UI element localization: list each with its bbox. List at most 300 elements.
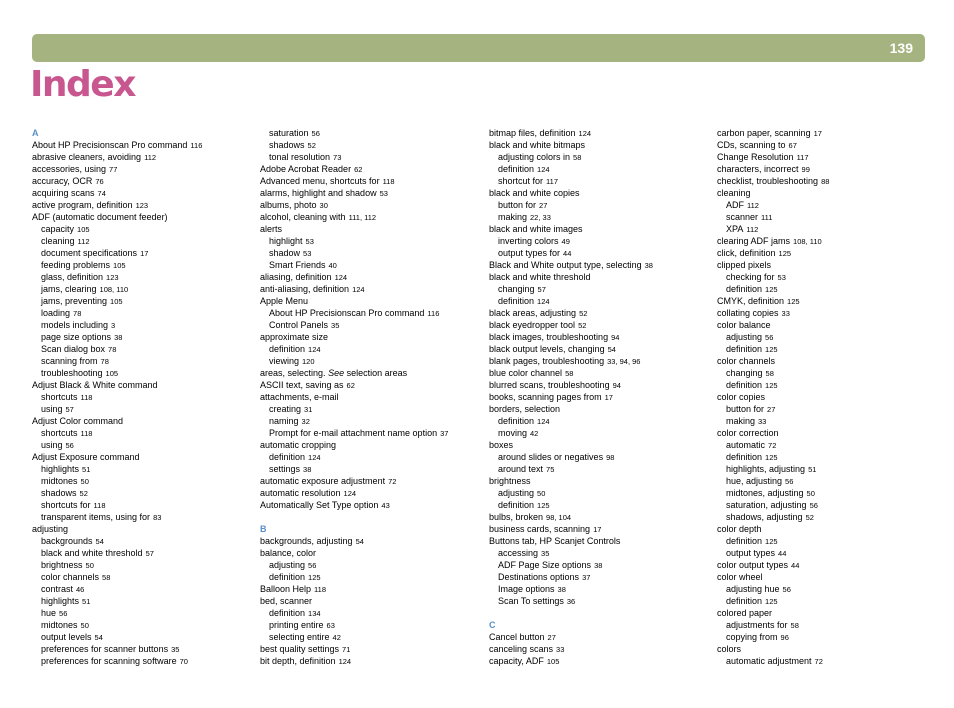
entry-term: black and white threshold — [41, 548, 143, 558]
index-entry — [489, 127, 711, 139]
entry-term: areas, selecting. — [260, 368, 326, 378]
page-reference[interactable]: 49 — [561, 237, 570, 246]
page-reference[interactable]: 73 — [333, 153, 342, 162]
page-reference[interactable]: 52 — [579, 309, 588, 318]
page-reference[interactable]: 124 — [537, 297, 550, 306]
index-entry — [717, 607, 939, 619]
page-reference[interactable]: 116 — [190, 141, 203, 150]
page-reference[interactable]: 44 — [563, 249, 572, 258]
index-entry — [260, 223, 482, 235]
entry-term: definition — [726, 284, 763, 294]
entry-term: Balloon Help — [260, 584, 312, 594]
entry-term: backgrounds, adjusting — [260, 536, 353, 546]
page-reference[interactable]: 111 — [761, 213, 773, 222]
entry-term: Smart Friends — [269, 260, 326, 270]
entry-term: changing — [498, 284, 535, 294]
index-subentry — [717, 223, 939, 235]
page-reference[interactable]: 35 — [171, 645, 180, 654]
index-subentry — [489, 199, 711, 211]
page-reference[interactable]: 51 — [82, 465, 91, 474]
page-reference[interactable]: 75 — [546, 465, 555, 474]
entry-term: accessing — [498, 548, 539, 558]
entry-term: canceling scans — [489, 644, 554, 654]
index-entry — [717, 307, 939, 319]
index-entry — [717, 427, 939, 439]
entry-term: attachments, e-mail — [260, 392, 339, 402]
entry-term: definition — [269, 452, 306, 462]
index-subentry — [260, 247, 482, 259]
page-reference[interactable]: 124 — [537, 417, 550, 426]
entry-term: adjusting — [32, 524, 69, 534]
entry-term: colors — [717, 644, 742, 654]
index-entry — [260, 547, 482, 559]
page-reference[interactable]: 58 — [790, 621, 799, 630]
page-reference[interactable]: 118 — [80, 393, 93, 402]
index-subentry — [32, 571, 254, 583]
page-reference[interactable]: 57 — [537, 285, 546, 294]
page-reference[interactable]: 70 — [179, 657, 188, 666]
page-reference[interactable]: 124 — [338, 657, 352, 666]
index-subentry — [260, 319, 482, 331]
entry-term: Cancel button — [489, 632, 545, 642]
page-reference[interactable]: 63 — [326, 621, 335, 630]
index-column-3 — [489, 127, 711, 667]
entry-term: color output types — [717, 560, 789, 570]
page-reference[interactable]: 52 — [805, 513, 814, 522]
page-reference[interactable]: 117 — [546, 177, 558, 186]
page-reference[interactable]: 52 — [307, 141, 316, 150]
page-reference[interactable]: 72 — [388, 477, 397, 486]
page-reference[interactable]: 112 — [144, 153, 157, 162]
entry-term: adjusting — [269, 560, 306, 570]
index-subentry — [489, 415, 711, 427]
page-reference[interactable]: 33 — [758, 417, 767, 426]
page-reference[interactable]: 57 — [65, 405, 74, 414]
page-reference[interactable]: 27 — [767, 405, 776, 414]
entry-term: About HP Precisionscan Pro command — [32, 140, 188, 150]
index-entry — [489, 367, 711, 379]
index-subentry — [32, 439, 254, 451]
index-subentry — [260, 307, 482, 319]
index-entry — [717, 559, 939, 571]
entry-term: accessories, using — [32, 164, 107, 174]
index-subentry — [717, 535, 939, 547]
page-reference[interactable]: 50 — [806, 489, 815, 498]
page-reference[interactable]: 32 — [301, 417, 310, 426]
index-subentry — [717, 271, 939, 283]
entry-term: adjustments for — [726, 620, 788, 630]
section-letter: B — [260, 524, 267, 534]
page-reference[interactable]: 44 — [778, 549, 787, 558]
entry-term: color wheel — [717, 572, 763, 582]
section-letter: C — [489, 620, 496, 630]
page-reference[interactable]: 38 — [644, 261, 653, 270]
page-reference[interactable]: 53 — [777, 273, 786, 282]
index-subentry — [260, 259, 482, 271]
page-reference[interactable]: 54 — [94, 633, 103, 642]
page-reference[interactable]: 118 — [80, 429, 93, 438]
entry-term: black and white threshold — [489, 272, 591, 282]
page-reference[interactable]: 42 — [332, 633, 341, 642]
index-entry — [717, 319, 939, 331]
entry-term: contrast — [41, 584, 74, 594]
page-reference[interactable]: 30 — [319, 201, 328, 210]
entry-term: definition — [498, 296, 535, 306]
index-entry — [32, 175, 254, 187]
index-subentry — [717, 367, 939, 379]
page-reference[interactable]: 31 — [304, 405, 313, 414]
index-entry — [32, 151, 254, 163]
entry-term: capacity — [41, 224, 75, 234]
entry-term: viewing — [269, 356, 300, 366]
index-subentry — [260, 415, 482, 427]
index-subentry — [717, 631, 939, 643]
page-reference[interactable]: 134 — [308, 609, 321, 618]
page-reference[interactable]: 108, 110 — [793, 237, 822, 246]
section-spacer — [260, 511, 482, 523]
entry-term: color depth — [717, 524, 762, 534]
page-reference[interactable]: 124 — [537, 165, 550, 174]
page-reference[interactable]: 56 — [308, 561, 317, 570]
page-reference[interactable]: 94 — [611, 333, 620, 342]
page-reference[interactable]: 124 — [578, 129, 592, 138]
page-reference[interactable]: 36 — [566, 597, 576, 606]
entry-term: definition — [726, 536, 763, 546]
page-reference[interactable]: 105 — [110, 297, 123, 306]
page-reference[interactable]: 78 — [73, 309, 82, 318]
entry-term: output levels — [41, 632, 92, 642]
index-subentry — [717, 403, 939, 415]
entry-term: blue color channel — [489, 368, 563, 378]
page-reference[interactable]: 72 — [768, 441, 777, 450]
page-reference[interactable]: 125 — [537, 501, 550, 510]
page-reference[interactable]: 112 — [77, 237, 90, 246]
page-reference[interactable]: 118 — [382, 177, 395, 186]
page-reference[interactable]: 98, 104 — [546, 513, 572, 522]
index-subentry — [32, 295, 254, 307]
entry-term: colored paper — [717, 608, 773, 618]
page-reference[interactable]: 118 — [314, 585, 327, 594]
page-reference[interactable]: 125 — [765, 597, 778, 606]
page-reference[interactable]: 125 — [765, 345, 778, 354]
page-reference[interactable]: 37 — [440, 429, 449, 438]
page-reference[interactable]: 58 — [573, 153, 582, 162]
entry-term: CDs, scanning to — [717, 140, 786, 150]
entry-term: Apple Menu — [260, 296, 309, 306]
page-reference[interactable]: 58 — [102, 573, 111, 582]
entry-term: moving — [498, 428, 528, 438]
page-reference[interactable]: 38 — [557, 585, 566, 594]
entry-term: color balance — [717, 320, 771, 330]
page-reference[interactable]: 105 — [113, 261, 126, 270]
page-reference[interactable]: 17 — [593, 525, 602, 534]
entry-term: automatic cropping — [260, 440, 337, 450]
entry-term: business cards, scanning — [489, 524, 591, 534]
index-subentry — [32, 319, 254, 331]
index-subentry — [489, 547, 711, 559]
page-reference[interactable]: 54 — [355, 537, 364, 546]
entry-term: copying from — [726, 632, 778, 642]
page-reference[interactable]: 78 — [108, 345, 117, 354]
entry-term: blank pages, troubleshooting — [489, 356, 605, 366]
page-reference[interactable]: 33, 94, 96 — [607, 357, 641, 366]
entry-term: bed, scanner — [260, 596, 313, 606]
index-entry — [489, 307, 711, 319]
page-reference[interactable]: 38 — [594, 561, 603, 570]
page-reference[interactable]: 56 — [59, 609, 68, 618]
page-reference[interactable]: 58 — [565, 369, 574, 378]
index-subentry — [717, 487, 939, 499]
entry-term: highlights — [41, 464, 80, 474]
page-reference[interactable]: 52 — [578, 321, 587, 330]
index-subentry — [717, 211, 939, 223]
page-title: Index — [30, 64, 135, 105]
entry-term: shadows — [41, 488, 77, 498]
section-letter: A — [32, 128, 39, 138]
entry-term: Automatically Set Type option — [260, 500, 379, 510]
page-reference[interactable]: 125 — [778, 249, 792, 258]
entry-term: bulbs, broken — [489, 512, 544, 522]
page-reference[interactable]: 3 — [111, 321, 116, 330]
entry-term: color channels — [41, 572, 100, 582]
entry-term: black areas, adjusting — [489, 308, 577, 318]
entry-term: settings — [269, 464, 301, 474]
page-reference[interactable]: 53 — [379, 189, 388, 198]
entry-term: jams, preventing — [41, 296, 108, 306]
page-reference[interactable]: 124 — [334, 273, 348, 282]
entry-term: collating copies — [717, 308, 779, 318]
index-subentry — [489, 595, 711, 607]
page-reference[interactable]: 52 — [79, 489, 88, 498]
index-entry — [489, 631, 711, 643]
entry-term: button for — [726, 404, 765, 414]
page-reference[interactable]: 42 — [530, 429, 539, 438]
page-reference[interactable]: 43 — [381, 501, 390, 510]
index-entry — [489, 403, 711, 415]
page-reference[interactable]: 50 — [537, 489, 546, 498]
page-reference[interactable]: 27 — [547, 633, 556, 642]
page-reference[interactable]: 105 — [105, 369, 119, 378]
entry-term: adjusting hue — [726, 584, 780, 594]
page-reference[interactable]: 40 — [328, 261, 337, 270]
entry-term: automatic exposure adjustment — [260, 476, 386, 486]
page-reference[interactable]: 117 — [796, 153, 809, 162]
page-reference[interactable]: 96 — [780, 633, 789, 642]
page-reference[interactable]: 54 — [607, 345, 616, 354]
index-entry — [717, 571, 939, 583]
page-reference[interactable]: 38 — [114, 333, 123, 342]
entry-term: ADF (automatic document feeder) — [32, 212, 168, 222]
entry-term: carbon paper, scanning — [717, 128, 811, 138]
entry-term: borders, selection — [489, 404, 561, 414]
page-reference[interactable]: 77 — [109, 165, 118, 174]
entry-term: making — [498, 212, 528, 222]
page-reference[interactable]: 27 — [539, 201, 548, 210]
entry-term: automatic adjustment — [726, 656, 812, 666]
index-entry — [260, 379, 482, 391]
entry-term: scanning from — [41, 356, 98, 366]
entry-term: automatic — [726, 440, 766, 450]
entry-term: around text — [498, 464, 544, 474]
page-reference[interactable]: 125 — [765, 453, 778, 462]
index-subentry — [32, 235, 254, 247]
page-reference[interactable]: 56 — [65, 441, 74, 450]
entry-term: troubleshooting — [41, 368, 103, 378]
page-reference[interactable]: 124 — [308, 345, 321, 354]
index-subentry — [489, 151, 711, 163]
entry-term: using — [41, 404, 63, 414]
page-reference[interactable]: 56 — [782, 585, 791, 594]
entry-term: definition — [498, 416, 535, 426]
entry-term: adjusting colors in — [498, 152, 571, 162]
index-entry — [260, 595, 482, 607]
page-reference[interactable]: 112 — [746, 225, 759, 234]
page-reference[interactable]: 58 — [765, 369, 774, 378]
index-subentry — [717, 463, 939, 475]
entry-term: definition — [498, 164, 535, 174]
index-entry — [260, 199, 482, 211]
index-entry — [489, 271, 711, 283]
index-subentry — [32, 223, 254, 235]
index-subentry — [32, 331, 254, 343]
page-reference[interactable]: 56 — [809, 501, 818, 510]
entry-term: creating — [269, 404, 302, 414]
page-reference[interactable]: 124 — [352, 285, 365, 294]
page-reference[interactable]: 51 — [808, 465, 817, 474]
index-subentry — [489, 571, 711, 583]
page-reference[interactable]: 17 — [140, 249, 149, 258]
entry-term: Adobe Acrobat Reader — [260, 164, 352, 174]
page-reference[interactable]: 124 — [343, 489, 357, 498]
index-subentry — [489, 487, 711, 499]
page-reference[interactable]: 78 — [100, 357, 109, 366]
index-subentry — [32, 583, 254, 595]
entry-term: alerts — [260, 224, 283, 234]
page-reference[interactable]: 56 — [765, 333, 774, 342]
page-reference[interactable]: 17 — [604, 393, 613, 402]
entry-term: preferences for scanning software — [41, 656, 177, 666]
page-reference[interactable]: 123 — [106, 273, 119, 282]
page-reference[interactable]: 124 — [308, 453, 321, 462]
page-reference[interactable]: 72 — [814, 657, 823, 666]
page-reference[interactable]: 125 — [765, 285, 778, 294]
page-reference[interactable]: 99 — [801, 165, 810, 174]
page-reference[interactable]: 125 — [765, 381, 778, 390]
index-subentry — [32, 499, 254, 511]
page-reference[interactable]: 67 — [788, 141, 797, 150]
entry-term: page size options — [41, 332, 112, 342]
page-reference[interactable]: 44 — [791, 561, 800, 570]
page-reference[interactable]: 46 — [76, 585, 85, 594]
page-reference[interactable]: 98 — [606, 453, 615, 462]
page-reference[interactable]: 62 — [354, 165, 363, 174]
page-reference[interactable]: 35 — [331, 321, 340, 330]
page-reference[interactable]: 50 — [80, 477, 89, 486]
index-entry — [260, 283, 482, 295]
index-entry — [260, 163, 482, 175]
index-entry — [32, 163, 254, 175]
page-reference[interactable]: 56 — [311, 129, 320, 138]
page-reference[interactable]: 37 — [582, 573, 591, 582]
entry-term: capacity, ADF — [489, 656, 544, 666]
page-reference[interactable]: 108, 110 — [99, 285, 129, 294]
page-reference[interactable]: 50 — [80, 621, 89, 630]
page-reference[interactable]: 118 — [93, 501, 106, 510]
page-reference[interactable]: 62 — [346, 381, 355, 390]
page-reference[interactable]: 76 — [95, 177, 104, 186]
entry-term: hue, adjusting — [726, 476, 783, 486]
page-reference[interactable]: 125 — [787, 297, 800, 306]
page-reference[interactable]: 116 — [427, 309, 440, 318]
page-reference[interactable]: 125 — [308, 573, 321, 582]
index-subentry — [32, 427, 254, 439]
page-reference[interactable]: 111, 112 — [348, 213, 377, 222]
index-subentry — [32, 367, 254, 379]
page-reference[interactable]: 56 — [785, 477, 794, 486]
page-reference[interactable]: 112 — [747, 201, 759, 210]
page-reference[interactable]: 38 — [303, 465, 312, 474]
index-entry — [489, 511, 711, 523]
page-reference[interactable]: 120 — [302, 357, 315, 366]
index-entry — [489, 223, 711, 235]
page-reference[interactable]: 83 — [153, 513, 162, 522]
page-reference[interactable]: 74 — [97, 189, 106, 198]
see-target: selection areas — [344, 368, 408, 378]
page-reference[interactable]: 125 — [765, 537, 778, 546]
index-subentry — [489, 247, 711, 259]
index-subentry — [260, 571, 482, 583]
index-entry — [717, 163, 939, 175]
index-subentry — [717, 283, 939, 295]
index-subentry — [32, 271, 254, 283]
entry-term: document specifications — [41, 248, 138, 258]
page-reference[interactable]: 33 — [556, 645, 565, 654]
page-reference[interactable]: 54 — [95, 537, 104, 546]
entry-term: bitmap files, definition — [489, 128, 576, 138]
page-reference[interactable]: 105 — [546, 657, 560, 666]
entry-term: ADF Page Size options — [498, 560, 592, 570]
entry-term: black and white bitmaps — [489, 140, 586, 150]
entry-term: Adjust Color command — [32, 416, 124, 426]
index-entry — [717, 235, 939, 247]
entry-term: definition — [726, 344, 763, 354]
entry-term: bit depth, definition — [260, 656, 336, 666]
page-reference[interactable]: 94 — [612, 381, 621, 390]
page-reference[interactable]: 50 — [85, 561, 94, 570]
page-reference[interactable]: 53 — [305, 237, 314, 246]
entry-term: Advanced menu, shortcuts for — [260, 176, 380, 186]
page-reference[interactable]: 123 — [135, 201, 149, 210]
page-reference[interactable]: 22, 33 — [530, 213, 551, 222]
page-reference[interactable]: 17 — [813, 129, 822, 138]
entry-term: blurred scans, troubleshooting — [489, 380, 610, 390]
entry-term: active program, definition — [32, 200, 133, 210]
page-reference[interactable]: 51 — [82, 597, 91, 606]
entry-term: shortcuts — [41, 428, 78, 438]
page-reference[interactable]: 71 — [342, 645, 351, 654]
entry-term: naming — [269, 416, 299, 426]
index-subentry — [717, 379, 939, 391]
page-reference[interactable]: 105 — [77, 225, 90, 234]
page-reference[interactable]: 33 — [781, 309, 790, 318]
index-subentry — [32, 259, 254, 271]
index-subentry — [32, 607, 254, 619]
page-reference[interactable]: 57 — [145, 549, 154, 558]
entry-term: highlights — [41, 596, 80, 606]
page-reference[interactable]: 35 — [541, 549, 550, 558]
page-reference[interactable]: 53 — [303, 249, 312, 258]
page-reference[interactable]: 88 — [821, 177, 830, 186]
